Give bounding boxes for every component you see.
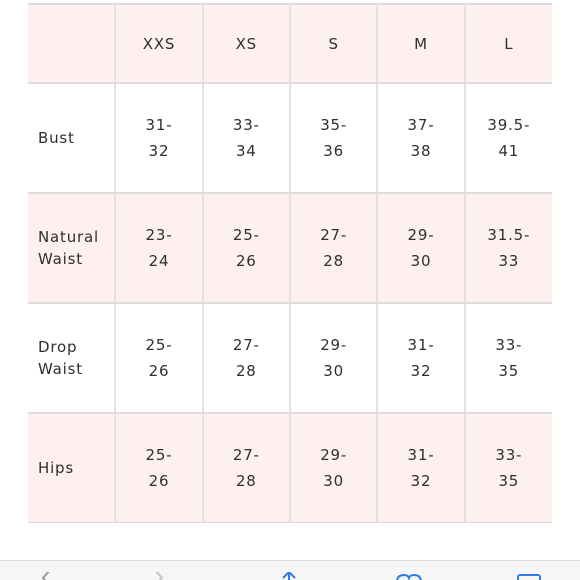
browser-toolbar [0,560,580,580]
bookmarks-icon[interactable] [396,572,422,580]
value-cell: 27- 28 [203,413,290,523]
table-row-bust [28,83,552,193]
tabs-icon[interactable] [516,572,542,580]
value-cell: 31- 32 [377,413,464,523]
back-icon[interactable] [34,572,60,580]
value-cell: 31.5- 33 [465,193,552,303]
corner-cell [28,4,115,83]
row-label-drop-waist: Drop Waist [28,303,115,413]
value-cell: 25- 26 [115,413,202,523]
size-header-xs: XS [203,4,290,83]
table-row-drop-waist [28,303,552,413]
table-row-hips [28,413,552,523]
value-cell: 31- 32 [115,83,202,193]
row-label-natural-waist: Natural Waist [28,193,115,303]
value-cell: 29- 30 [290,413,377,523]
row-label-bust: Bust [28,83,115,193]
value-cell: 23- 24 [115,193,202,303]
value-cell: 29- 30 [290,303,377,413]
size-header-row [28,4,552,83]
value-cell: 33- 35 [465,303,552,413]
value-cell: 35- 36 [290,83,377,193]
value-cell: 33- 35 [465,413,552,523]
table-row-natural-waist [28,193,552,303]
size-header-xxs: XXS [115,4,202,83]
value-cell: 33- 34 [203,83,290,193]
size-header-l: L [465,4,552,83]
forward-icon[interactable] [145,572,171,580]
row-label-hips: Hips [28,413,115,523]
share-icon[interactable] [276,572,302,580]
value-cell: 39.5- 41 [465,83,552,193]
size-header-s: S [290,4,377,83]
size-header-m: M [377,4,464,83]
value-cell: 31- 32 [377,303,464,413]
value-cell: 25- 26 [203,193,290,303]
value-cell: 29- 30 [377,193,464,303]
value-cell: 27- 28 [203,303,290,413]
value-cell: 25- 26 [115,303,202,413]
size-chart-table [28,3,552,523]
value-cell: 37- 38 [377,83,464,193]
value-cell: 27- 28 [290,193,377,303]
